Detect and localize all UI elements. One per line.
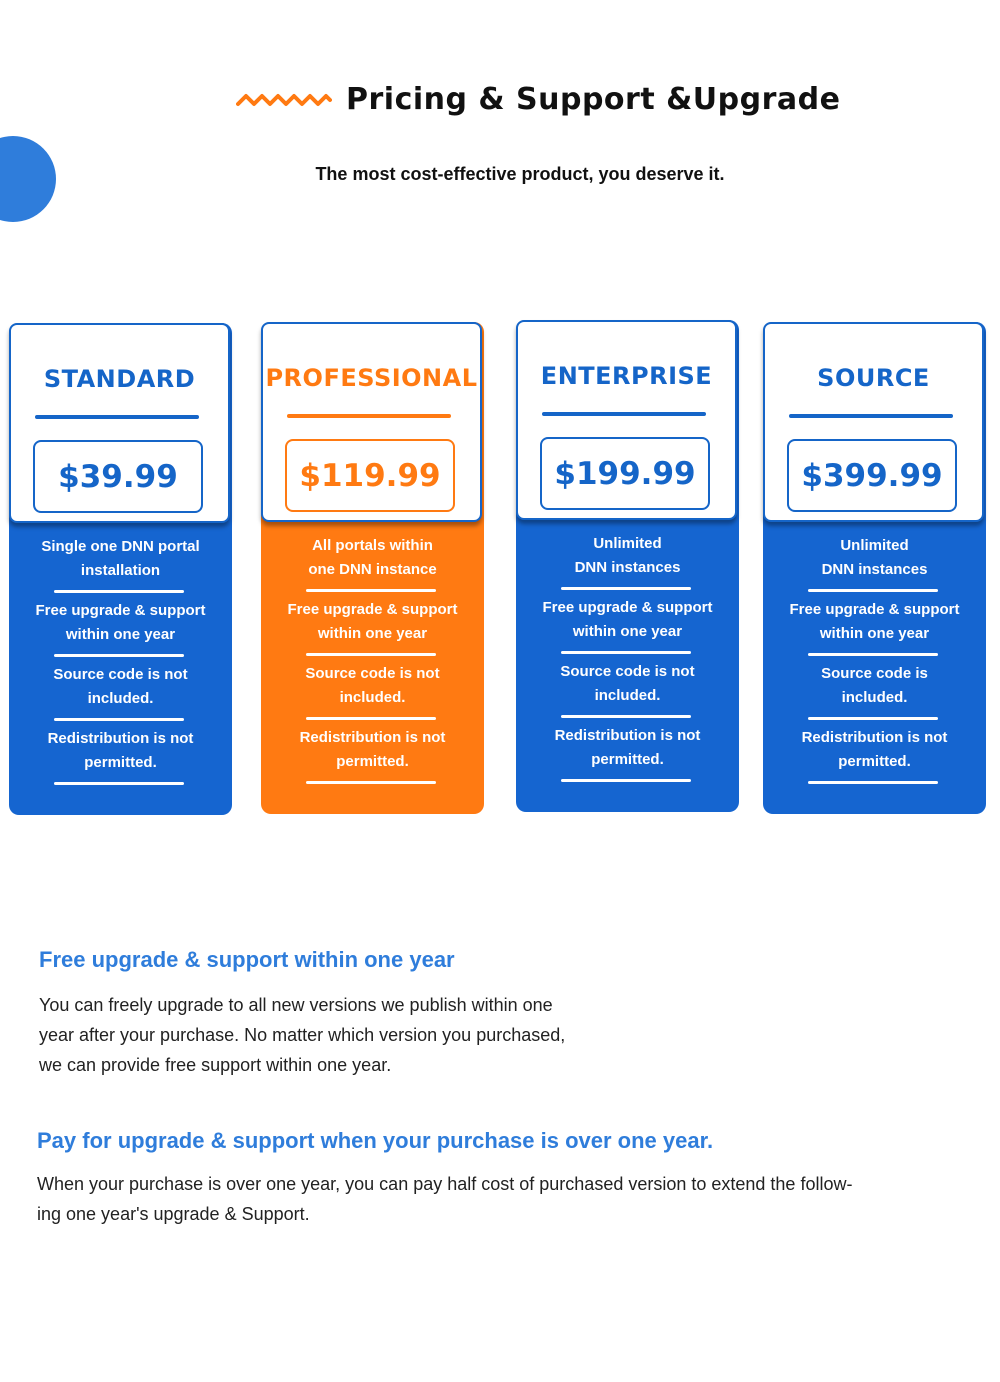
feature-divider xyxy=(561,587,691,590)
plan-price: $119.99 xyxy=(285,439,455,512)
plan-feature-list xyxy=(516,532,739,788)
plan-feature: Source code is not included. xyxy=(516,660,739,708)
page-title: Pricing & Support &Upgrade xyxy=(346,82,841,117)
feature-divider xyxy=(561,651,691,654)
plan-name-underline xyxy=(789,414,953,418)
plan-card-header xyxy=(763,322,984,522)
plan-feature: All portals within one DNN instance xyxy=(261,534,484,582)
page-subtitle: The most cost-effective product, you deserve it. xyxy=(315,164,725,184)
feature-divider xyxy=(561,715,691,718)
plan-feature: Redistribution is not permitted. xyxy=(516,724,739,772)
feature-divider xyxy=(54,654,184,657)
paid-upgrade-heading: Pay for upgrade & support when your purchase is over one year. xyxy=(37,1128,714,1153)
plan-feature: Free upgrade & support within one year xyxy=(516,596,739,644)
plan-feature: Free upgrade & support within one year xyxy=(763,598,986,646)
plan-card-header xyxy=(261,322,482,522)
plan-card-header xyxy=(9,323,230,523)
plan-name-underline xyxy=(542,412,706,416)
feature-divider xyxy=(54,782,184,785)
plan-feature: Source code is not included. xyxy=(9,663,232,711)
plan-feature: Source code is included. xyxy=(763,662,986,710)
plan-feature: Unlimited DNN instances xyxy=(516,532,739,580)
plan-price: $199.99 xyxy=(540,437,710,510)
plan-feature: Source code is not included. xyxy=(261,662,484,710)
plan-card-enterprise[interactable] xyxy=(516,320,739,812)
feature-divider xyxy=(54,718,184,721)
plan-feature-list xyxy=(261,534,484,790)
plan-feature: Redistribution is not permitted. xyxy=(763,726,986,774)
feature-divider xyxy=(54,590,184,593)
feature-divider xyxy=(306,589,436,592)
feature-divider xyxy=(306,717,436,720)
paid-upgrade-text: When your purchase is over one year, you can pay half cost of purchased version to extend the follow- ing one year's upgrade & Support. xyxy=(37,1174,853,1224)
plan-name: PROFESSIONAL xyxy=(265,364,478,392)
free-upgrade-heading: Free upgrade & support within one year xyxy=(39,947,455,972)
feature-divider xyxy=(306,781,436,784)
plan-name-underline xyxy=(35,415,199,419)
plan-feature: Single one DNN portal installation xyxy=(9,535,232,583)
plan-name: ENTERPRISE xyxy=(540,362,713,390)
plan-feature: Redistribution is not permitted. xyxy=(261,726,484,774)
feature-divider xyxy=(808,589,938,592)
plan-feature-list xyxy=(9,535,232,791)
free-upgrade-text: You can freely upgrade to all new versions we publish within one year after your purchase. No matter which version you purchased, we can provide free support within one year. xyxy=(39,995,566,1075)
plan-card-source[interactable] xyxy=(763,322,986,814)
plan-card-header xyxy=(516,320,737,520)
feature-divider xyxy=(808,717,938,720)
feature-divider xyxy=(808,781,938,784)
plan-name-underline xyxy=(287,414,451,418)
feature-divider xyxy=(561,779,691,782)
plan-feature-list xyxy=(763,534,986,790)
plan-name: SOURCE xyxy=(817,364,930,392)
feature-divider xyxy=(808,653,938,656)
plan-feature: Redistribution is not permitted. xyxy=(9,727,232,775)
plan-card-standard[interactable] xyxy=(9,323,232,815)
feature-divider xyxy=(306,653,436,656)
plan-feature: Free upgrade & support within one year xyxy=(9,599,232,647)
zigzag-wave-icon xyxy=(236,90,332,110)
plan-name: STANDARD xyxy=(43,365,196,393)
plan-price: $399.99 xyxy=(787,439,957,512)
plan-feature: Unlimited DNN instances xyxy=(763,534,986,582)
plan-price: $39.99 xyxy=(33,440,203,513)
plan-card-professional[interactable] xyxy=(261,322,484,814)
decorative-circle xyxy=(0,136,56,222)
plan-feature: Free upgrade & support within one year xyxy=(261,598,484,646)
